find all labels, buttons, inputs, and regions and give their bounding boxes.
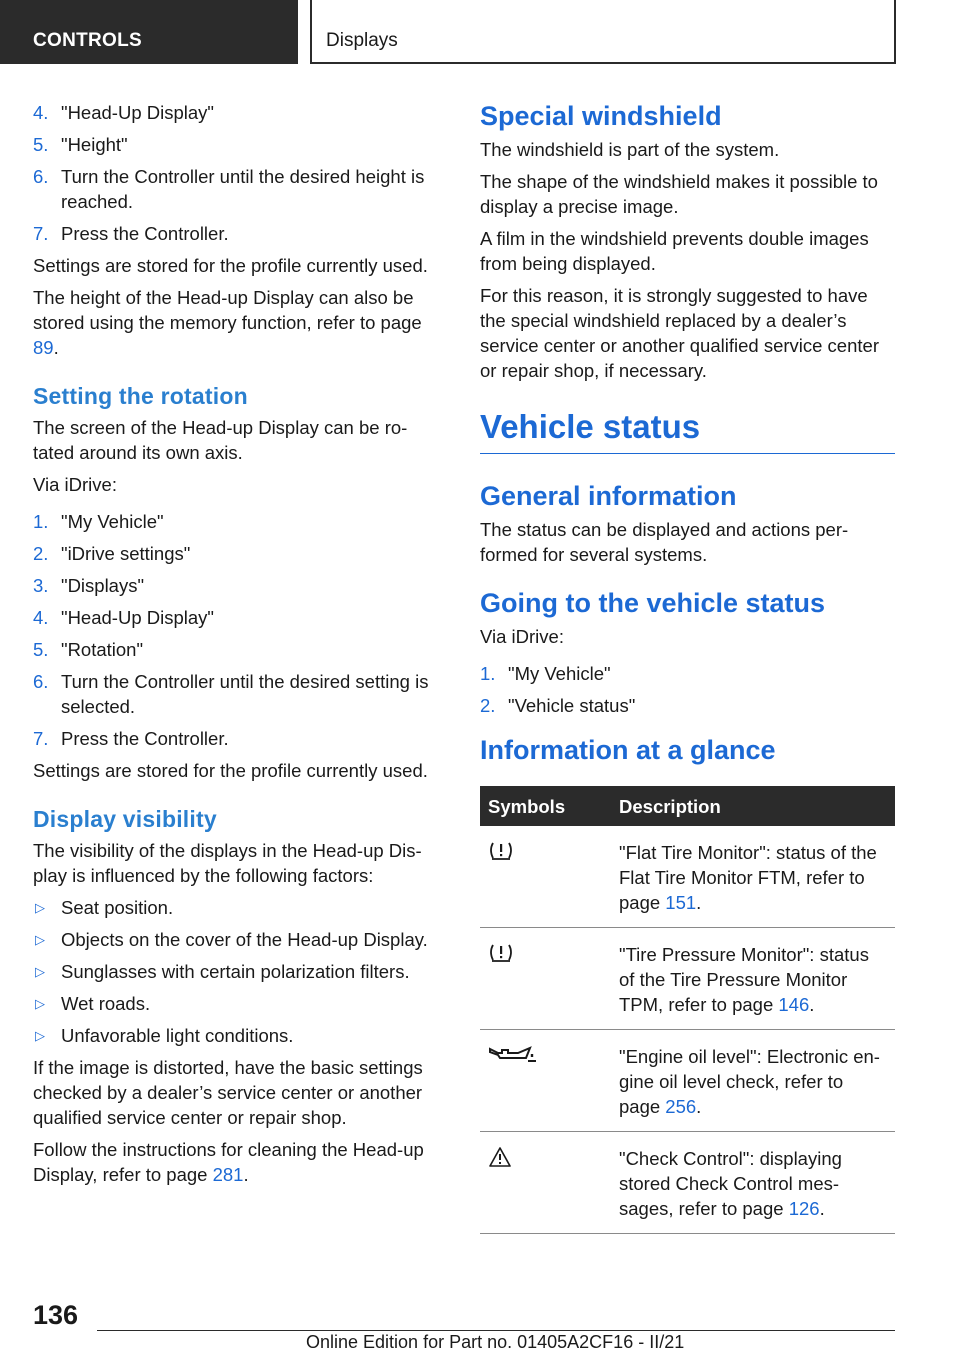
list-item: 2. "iDrive settings" <box>33 543 191 564</box>
list-item: 2. "Vehicle status" <box>480 695 636 716</box>
page-link[interactable]: 151 <box>665 892 697 913</box>
list-item: 6. Turn the Controller until the desired height is reached. <box>33 166 425 212</box>
footer-divider <box>97 1330 895 1331</box>
table-row: "Tire Pressure Monitor": status of the Tire Pressure Monitor TPM, refer to page 146. <box>480 928 895 1030</box>
bullet-triangle-icon: ▷ <box>35 932 45 947</box>
header-section-label: CONTROLS <box>33 30 143 51</box>
page-link[interactable]: 126 <box>788 1198 820 1219</box>
table-row: "Check Control": displaying stored Check Control mes‐sages, refer to page 126. <box>480 1132 895 1234</box>
list-item: 1. "My Vehicle" <box>33 511 164 532</box>
page-link[interactable]: 281 <box>212 1164 244 1185</box>
paragraph: If the image is distorted, have the basic settings checked by a dealer’s service center or another qualified service center or repair shop. <box>33 1057 423 1128</box>
heading-display-visibility: Display visibility <box>33 806 217 832</box>
list-item: ▷ Seat position. <box>35 897 174 918</box>
list-item: 4. "Head-Up Display" <box>33 607 214 628</box>
symbols-table <box>480 786 895 1234</box>
paragraph: Settings are stored for the profile currently used. <box>33 255 428 276</box>
paragraph: The windshield is part of the system. <box>480 139 780 160</box>
list-item: 7. Press the Controller. <box>33 223 229 244</box>
warning-triangle-icon <box>488 1146 512 1168</box>
list-item: ▷ Objects on the cover of the Head-up Display. <box>35 929 428 950</box>
left-column <box>33 100 448 1194</box>
list-item: 5. "Rotation" <box>33 639 144 660</box>
paragraph: Via iDrive: <box>480 626 564 647</box>
paragraph: Settings are stored for the profile currently used. <box>33 760 428 781</box>
paragraph: The screen of the Head-up Display can be ro‐tated around its own axis. <box>33 417 408 463</box>
paragraph: The visibility of the displays in the Head-up Dis‐play is influenced by the following factors: <box>33 840 422 886</box>
header-chapter-label: Displays <box>326 30 398 51</box>
table-row: "Flat Tire Monitor": status of the Flat Tire Monitor FTM, refer to page 151. <box>480 826 895 928</box>
list-item: ▷ Unfavorable light conditions. <box>35 1025 294 1046</box>
paragraph: The shape of the windshield makes it possible to display a precise image. <box>480 171 878 217</box>
page-number: 136 <box>33 1300 79 1330</box>
heading-setting-rotation: Setting the rotation <box>33 383 248 409</box>
table-row: "Engine oil level": Electronic en‐gine oil level check, refer to page 256. <box>480 1030 895 1132</box>
steps-list-vehicle-status <box>480 661 895 718</box>
heading-special-windshield: Special windshield <box>480 101 722 131</box>
paragraph: Via iDrive: <box>33 474 117 495</box>
heading-information-at-a-glance: Information at a glance <box>480 735 776 765</box>
bullet-triangle-icon: ▷ <box>35 1028 45 1043</box>
header-section-tab <box>0 0 298 64</box>
list-item: ▷ Sunglasses with certain polarization filters. <box>35 961 410 982</box>
bullet-triangle-icon: ▷ <box>35 996 45 1011</box>
oil-can-icon <box>488 1044 536 1066</box>
column-header-symbols: Symbols <box>480 786 611 826</box>
page-link[interactable]: 256 <box>665 1096 697 1117</box>
list-item: 4. "Head-Up Display" <box>33 102 214 123</box>
table-header-row <box>480 786 895 826</box>
page-link[interactable]: 89 <box>33 337 54 358</box>
list-item: 1. "My Vehicle" <box>480 663 611 684</box>
paragraph: The status can be displayed and actions per‐formed for several systems. <box>480 519 849 565</box>
bullet-triangle-icon: ▷ <box>35 900 45 915</box>
steps-list-height <box>33 100 448 246</box>
paragraph: For this reason, it is strongly suggested to have the special windshield replaced by a dealer’s service center or another qualified service center or repair shop, if necessary. <box>480 285 879 381</box>
list-item: 3. "Displays" <box>33 575 145 596</box>
tire-warning-icon <box>488 942 514 964</box>
paragraph: Follow the instructions for cleaning the Head-up Display, refer to page 281. <box>33 1139 424 1185</box>
heading-going-to-vehicle-status: Going to the vehicle status <box>480 588 826 618</box>
column-header-description: Description <box>611 786 895 826</box>
header-chapter-tab <box>310 0 896 64</box>
list-item: ▷ Wet roads. <box>35 993 151 1014</box>
steps-list-rotation <box>33 509 448 751</box>
tire-warning-icon <box>488 840 514 862</box>
paragraph: The height of the Head-up Display can also be stored using the memory function, refer to page 89. <box>33 287 422 358</box>
right-column <box>480 100 895 1234</box>
factors-list <box>33 895 448 1048</box>
list-item: 6. Turn the Controller until the desired setting is selected. <box>33 671 429 717</box>
list-item: 5. "Height" <box>33 134 128 155</box>
page-link[interactable]: 146 <box>778 994 810 1015</box>
heading-vehicle-status: Vehicle status <box>480 407 895 454</box>
list-item: 7. Press the Controller. <box>33 728 229 749</box>
paragraph: A film in the windshield prevents double images from being displayed. <box>480 228 869 274</box>
heading-general-information: General information <box>480 481 737 511</box>
bullet-triangle-icon: ▷ <box>35 964 45 979</box>
footer-edition: Online Edition for Part no. 01405A2CF16 - II/21 <box>306 1332 685 1352</box>
